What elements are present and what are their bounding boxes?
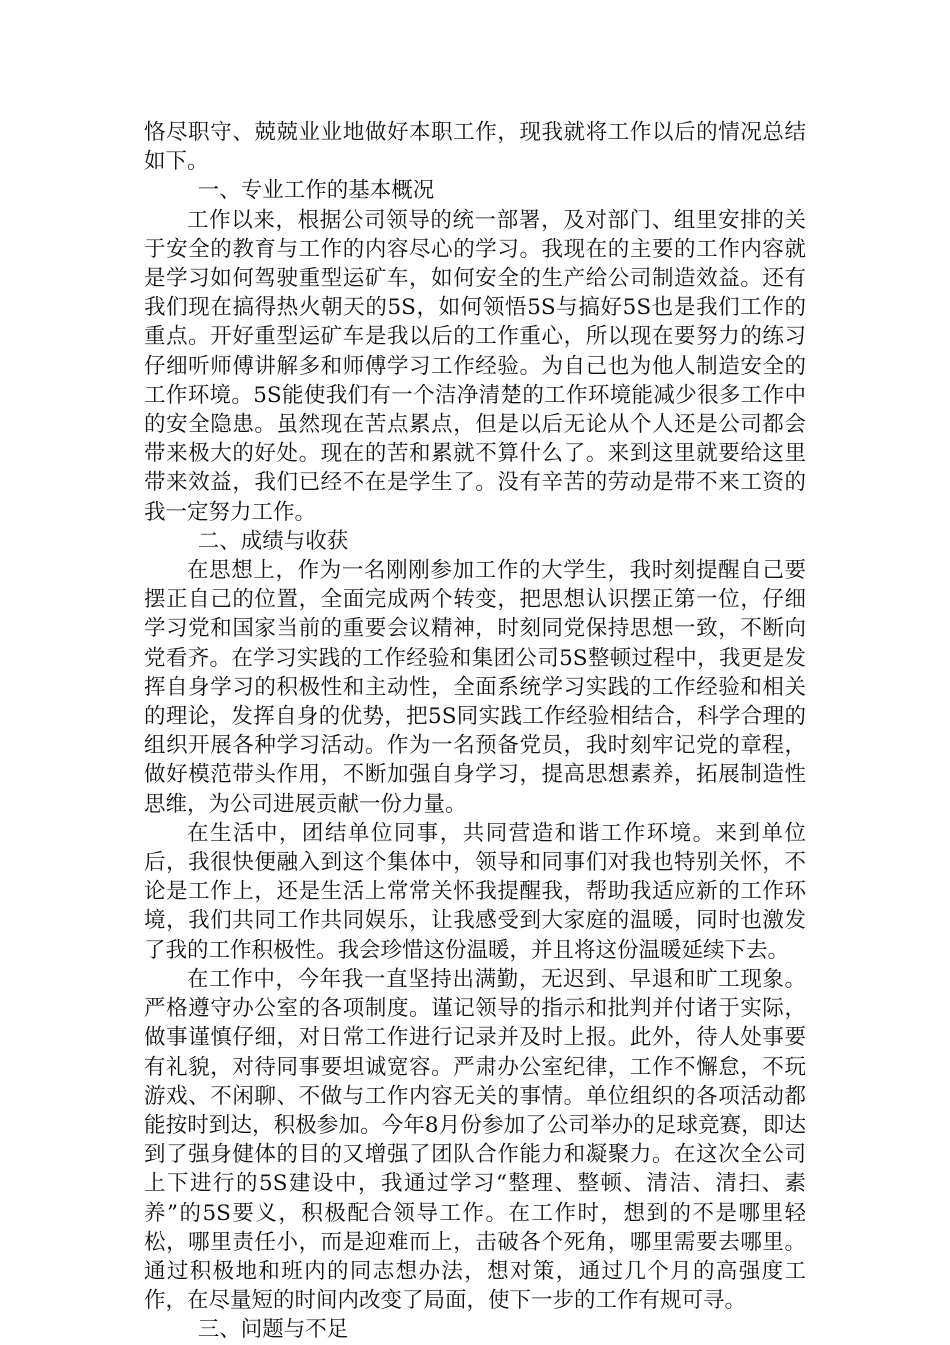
section-heading-1: 一、专业工作的基本概况 [197,178,435,204]
section-heading-2: 二、成绩与收获 [197,528,349,554]
body-paragraph: 在生活中，团结单位同事，共同营造和谐工作环境。来到单位后，我很快便融入到这个集体中，领导和同事们对我也特别关怀，不论是工作上，还是生活上常常关怀我提醒我，帮助我适应新的工作环境，我们共同工作共同娱乐，让我感受到大家庭的温暖，同时也激发了我的工作积极性。我会珍惜这份温暖，并且将这份温暖延续下去。 [144,820,806,963]
body-paragraph: 工作以来，根据公司领导的统一部署，及对部门、组里安排的关于安全的教育与工作的内容尽心的学习。我现在的主要的工作内容就是学习如何驾驶重型运矿车，如何安全的生产给公司制造效益。还有我们现在搞得热火朝天的5S，如何领悟5S与搞好5S也是我们工作的重点。开好重型运矿车是我以后的工作重心，所以现在要努力的练习仔细听师傅讲解多和师傅学习工作经验。为自己也为他人制造安全的工作环境。5S能使我们有一个洁净清楚的工作环境能减少很多工作中的安全隐患。虽然现在苦点累点，但是以后无论从个人还是公司都会带来极大的好处。现在的苦和累就不算什么了。来到这里就要给这里带来效益，我们已经不在是学生了。没有辛苦的劳动是带不来工资的我一定努力工作。 [144,207,806,525]
body-paragraph: 在工作中，今年我一直坚持出满勤，无迟到、早退和旷工现象。严格遵守办公室的各项制度。谨记领导的指示和批判并付诸于实际，做事谨慎仔细，对日常工作进行记录并及时上报。此外，待人处事要有礼貌，对待同事要坦诚宽容。严肃办公室纪律，工作不懈怠，不玩游戏、不闲聊、不做与工作内容无关的事情。单位组织的各项活动都能按时到达，积极参加。今年8月份参加了公司举办的足球竞赛，即达到了强身健体的目的又增强了团队合作能力和凝聚力。在这次全公司上下进行的5S建设中，我通过学习“整理、整顿、清洁、清扫、素养”的5S要义，积极配合领导工作。在工作时，想到的不是哪里轻松，哪里责任小，而是迎难而上，击破各个死角，哪里需要去哪里。通过积极地和班内的同志想办法，想对策，通过几个月的高强度工作，在尽量短的时间内改变了局面，使下一步的工作有规可寻。 [144,966,806,1314]
section-heading-3: 三、问题与不足 [197,1317,349,1343]
intro-paragraph: 恪尽职守、兢兢业业地做好本职工作，现我就将工作以后的情况总结如下。 [144,120,806,175]
document-page [144,118,806,1345]
body-paragraph: 在思想上，作为一名刚刚参加工作的大学生，我时刻提醒自己要摆正自己的位置，全面完成两个转变，把思想认识摆正第一位，仔细学习党和国家当前的重要会议精神，时刻同党保持思想一致，不断向党看齐。在学习实践的工作经验和集团公司5S整顿过程中，我更是发挥自身学习的积极性和主动性，全面系统学习实践的工作经验和相关的理论，发挥自身的优势，把5S同实践工作经验相结合，科学合理的组织开展各种学习活动。作为一名预备党员，我时刻牢记党的章程，做好模范带头作用，不断加强自身学习，提高思想素养，拓展制造性思维，为公司进展贡献一份力量。 [144,558,806,817]
